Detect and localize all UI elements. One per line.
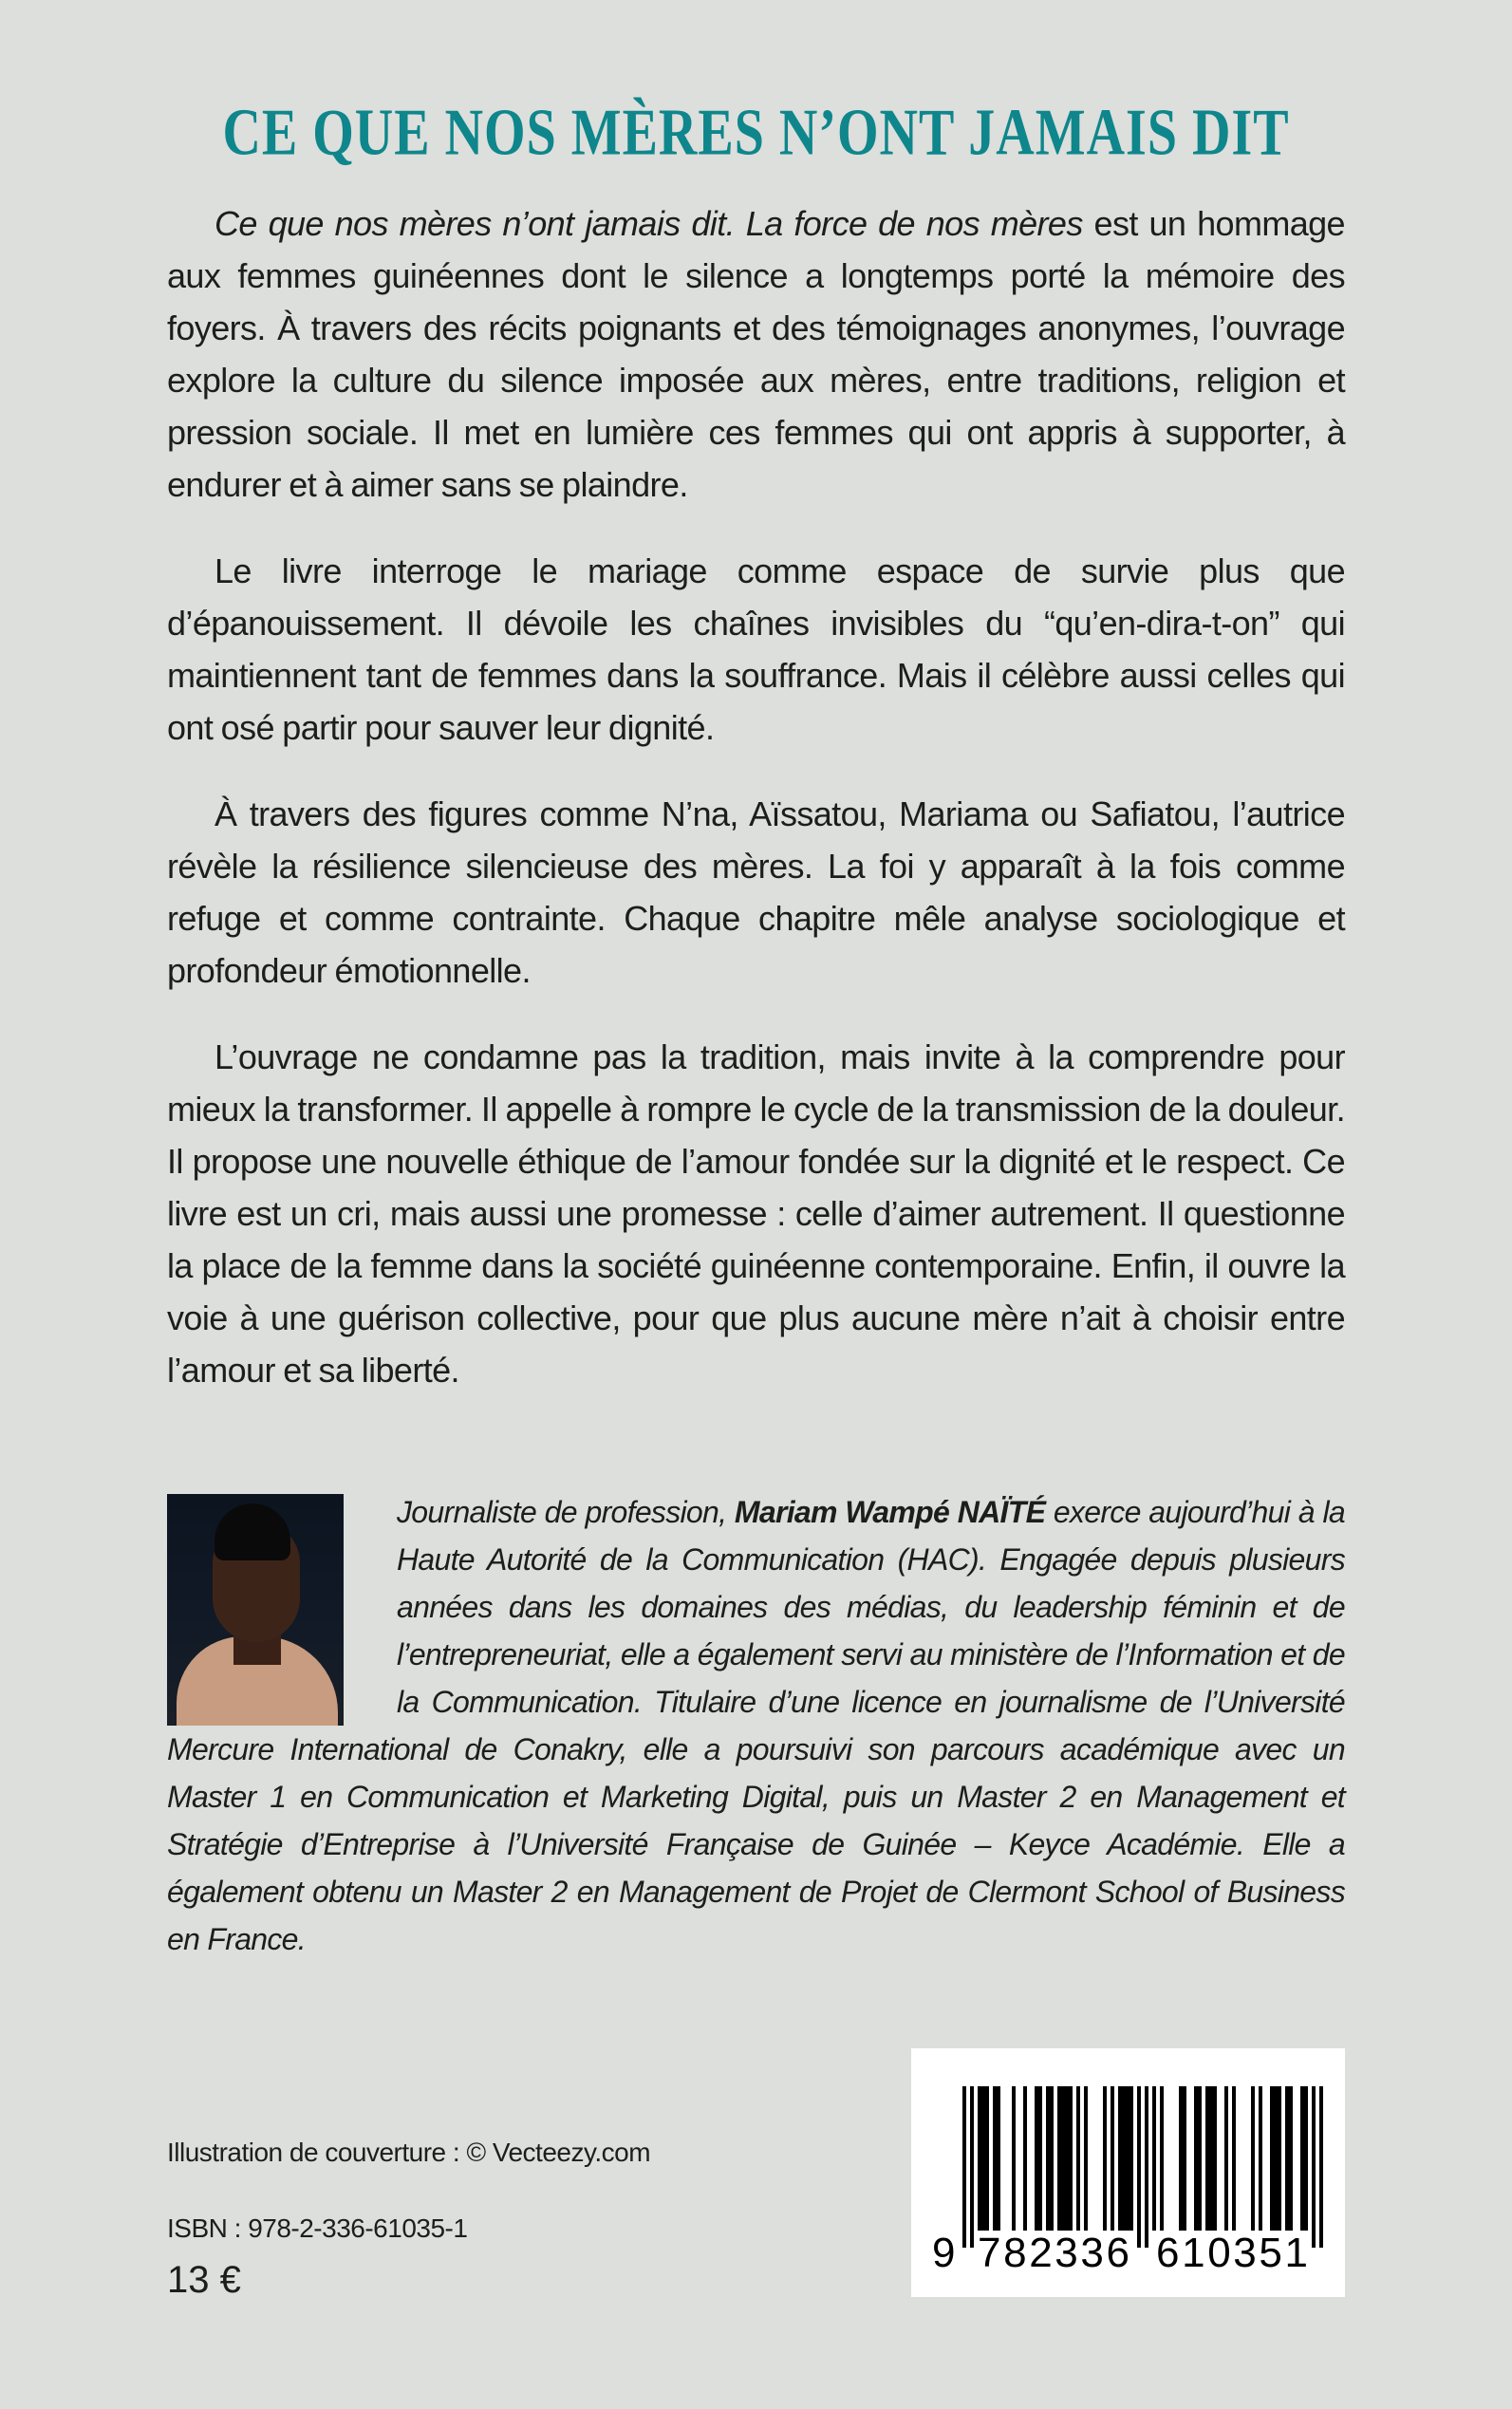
barcode-bars bbox=[924, 2077, 1333, 2276]
author-photo bbox=[167, 1494, 344, 1726]
barcode-bar bbox=[962, 2086, 966, 2248]
barcode-digits: 610351 bbox=[1156, 2230, 1308, 2276]
barcode-digits: 782336 bbox=[978, 2230, 1129, 2276]
barcode-bar bbox=[1160, 2086, 1164, 2231]
barcode-bar bbox=[1111, 2086, 1114, 2231]
barcode-bar bbox=[1057, 2086, 1061, 2231]
author-bio bbox=[167, 1488, 1345, 1963]
barcode-digits: 9 bbox=[932, 2230, 956, 2276]
barcode-bar bbox=[1050, 2086, 1054, 2231]
barcode-bar bbox=[1300, 2086, 1304, 2231]
bio-intro: Journaliste de profession, bbox=[397, 1495, 735, 1529]
barcode-bar bbox=[1145, 2086, 1148, 2248]
barcode-bar bbox=[993, 2086, 997, 2231]
barcode-bar bbox=[1012, 2086, 1016, 2231]
barcode-bar bbox=[1118, 2086, 1122, 2231]
back-cover-summary bbox=[167, 197, 1345, 1430]
barcode-bar bbox=[1213, 2086, 1217, 2231]
barcode-bar bbox=[1035, 2086, 1038, 2231]
summary-paragraph-1 bbox=[167, 197, 1345, 511]
barcode-bar bbox=[1179, 2086, 1183, 2231]
barcode-bar bbox=[1122, 2086, 1126, 2231]
barcode-bar bbox=[997, 2086, 1000, 2231]
barcode-bar bbox=[1232, 2086, 1236, 2231]
barcode-bar bbox=[985, 2086, 989, 2231]
book-title: CE QUE NOS MÈRES N’ONT JAMAIS DIT bbox=[222, 96, 1290, 170]
barcode-bar bbox=[1183, 2086, 1186, 2231]
barcode-bar bbox=[1289, 2086, 1293, 2231]
barcode-bar bbox=[1103, 2086, 1107, 2231]
bio-text: exerce aujourd’hui à la Haute Autorité de la Communication (HAC). Engagée depuis plusieurs années dans les domaines des médias, du leadership féminin et de l’entrepreneuriat, elle a également servi au ministère de l’Information et de la Communication. Titulaire d’une licence en journalisme de l’Université Mercure International de Conakry, elle a poursuivi son parcours académique avec un Master 1 en Communication et Marketing Digital, puis un Master 2 en Management et Stratégie d’Entreprise à l’Université Française de Guinée – Keyce Académie. Elle a également obtenu un Master 2 en Management de Projet de Clermont School of Business en France. bbox=[167, 1495, 1345, 1956]
barcode-bar bbox=[1137, 2086, 1141, 2248]
barcode-bar bbox=[1194, 2086, 1198, 2231]
barcode-bar bbox=[1285, 2086, 1289, 2231]
cover-illustration-credit: Illustration de couverture : © Vecteezy.com bbox=[167, 2138, 651, 2167]
summary-paragraph-4: L’ouvrage ne condamne pas la tradition, mais invite à la comprendre pour mieux la transformer. Il appelle à rompre le cycle de la transmission de la douleur. Il propose une nouvelle éthique de l’amour fondée sur la dignité et le respect. Ce livre est un cri, mais aussi une promesse : celle d’aimer autrement. Il questionne la place de la femme dans la société guinéenne contemporaine. Enfin, il ouvre la voie à une guérison collective, pour que plus aucune mère n’ait à choisir entre l’amour et sa liberté. bbox=[167, 1037, 1345, 1390]
barcode-bar bbox=[1076, 2086, 1080, 2231]
barcode-bar bbox=[1319, 2086, 1323, 2248]
barcode-bar bbox=[1198, 2086, 1202, 2231]
barcode-bar bbox=[1023, 2086, 1027, 2231]
barcode-bar bbox=[1224, 2086, 1228, 2231]
barcode-bar bbox=[1038, 2086, 1042, 2231]
summary-paragraph-2: Le livre interroge le mariage comme espace de survie plus que d’épanouissement. Il dévoile les chaînes invisibles du “qu’en-dira-t-on” qui maintiennent tant de femmes dans la souffrance. Mais il célèbre aussi celles qui ont osé partir pour sauver leur dignité. bbox=[167, 551, 1345, 747]
barcode-bar bbox=[1251, 2086, 1255, 2231]
price: 13 € bbox=[167, 2259, 241, 2301]
barcode-bar bbox=[1152, 2086, 1156, 2231]
summary-paragraph-3: À travers des figures comme N’na, Aïssatou, Mariama ou Safiatou, l’autrice révèle la résilience silencieuse des mères. La foi y apparaît à la fois comme refuge et comme contrainte. Chaque chapitre mêle analyse sociologique et profondeur émotionnelle. bbox=[167, 794, 1345, 990]
isbn: ISBN : 978-2-336-61035-1 bbox=[167, 2213, 468, 2243]
barcode-bar bbox=[1129, 2086, 1133, 2231]
barcode-bar bbox=[1209, 2086, 1213, 2231]
barcode-bar bbox=[981, 2086, 985, 2231]
barcode-bar bbox=[1274, 2086, 1278, 2231]
barcode-bar bbox=[978, 2086, 981, 2231]
barcode-bar bbox=[1304, 2086, 1308, 2231]
barcode-bar bbox=[970, 2086, 974, 2248]
summary-text: est un hommage aux femmes guinéennes dont le silence a longtemps porté la mémoire des foyers. À travers des récits poignants et des témoignages anonymes, l’ouvrage explore la culture du silence imposée aux mères, entre traditions, religion et pression sociale. Il met en lumière ces femmes qui ont appris à supporter, à endurer et à aimer sans se plaindre. bbox=[167, 204, 1345, 504]
barcode bbox=[911, 2048, 1345, 2297]
barcode-bar bbox=[1270, 2086, 1274, 2231]
barcode-bar bbox=[1065, 2086, 1069, 2231]
barcode-bar bbox=[1126, 2086, 1129, 2231]
barcode-bar bbox=[1069, 2086, 1073, 2231]
barcode-bar bbox=[1205, 2086, 1209, 2231]
barcode-bar bbox=[1084, 2086, 1088, 2231]
barcode-bar bbox=[1312, 2086, 1316, 2248]
barcode-bar bbox=[1046, 2086, 1050, 2231]
barcode-bar bbox=[1278, 2086, 1281, 2231]
barcode-bar bbox=[1061, 2086, 1065, 2231]
author-name: Mariam Wampé NAÏTÉ bbox=[734, 1495, 1046, 1529]
book-title-italic: Ce que nos mères n’ont jamais dit. La force de nos mères bbox=[215, 204, 1083, 243]
barcode-bar bbox=[1259, 2086, 1262, 2231]
